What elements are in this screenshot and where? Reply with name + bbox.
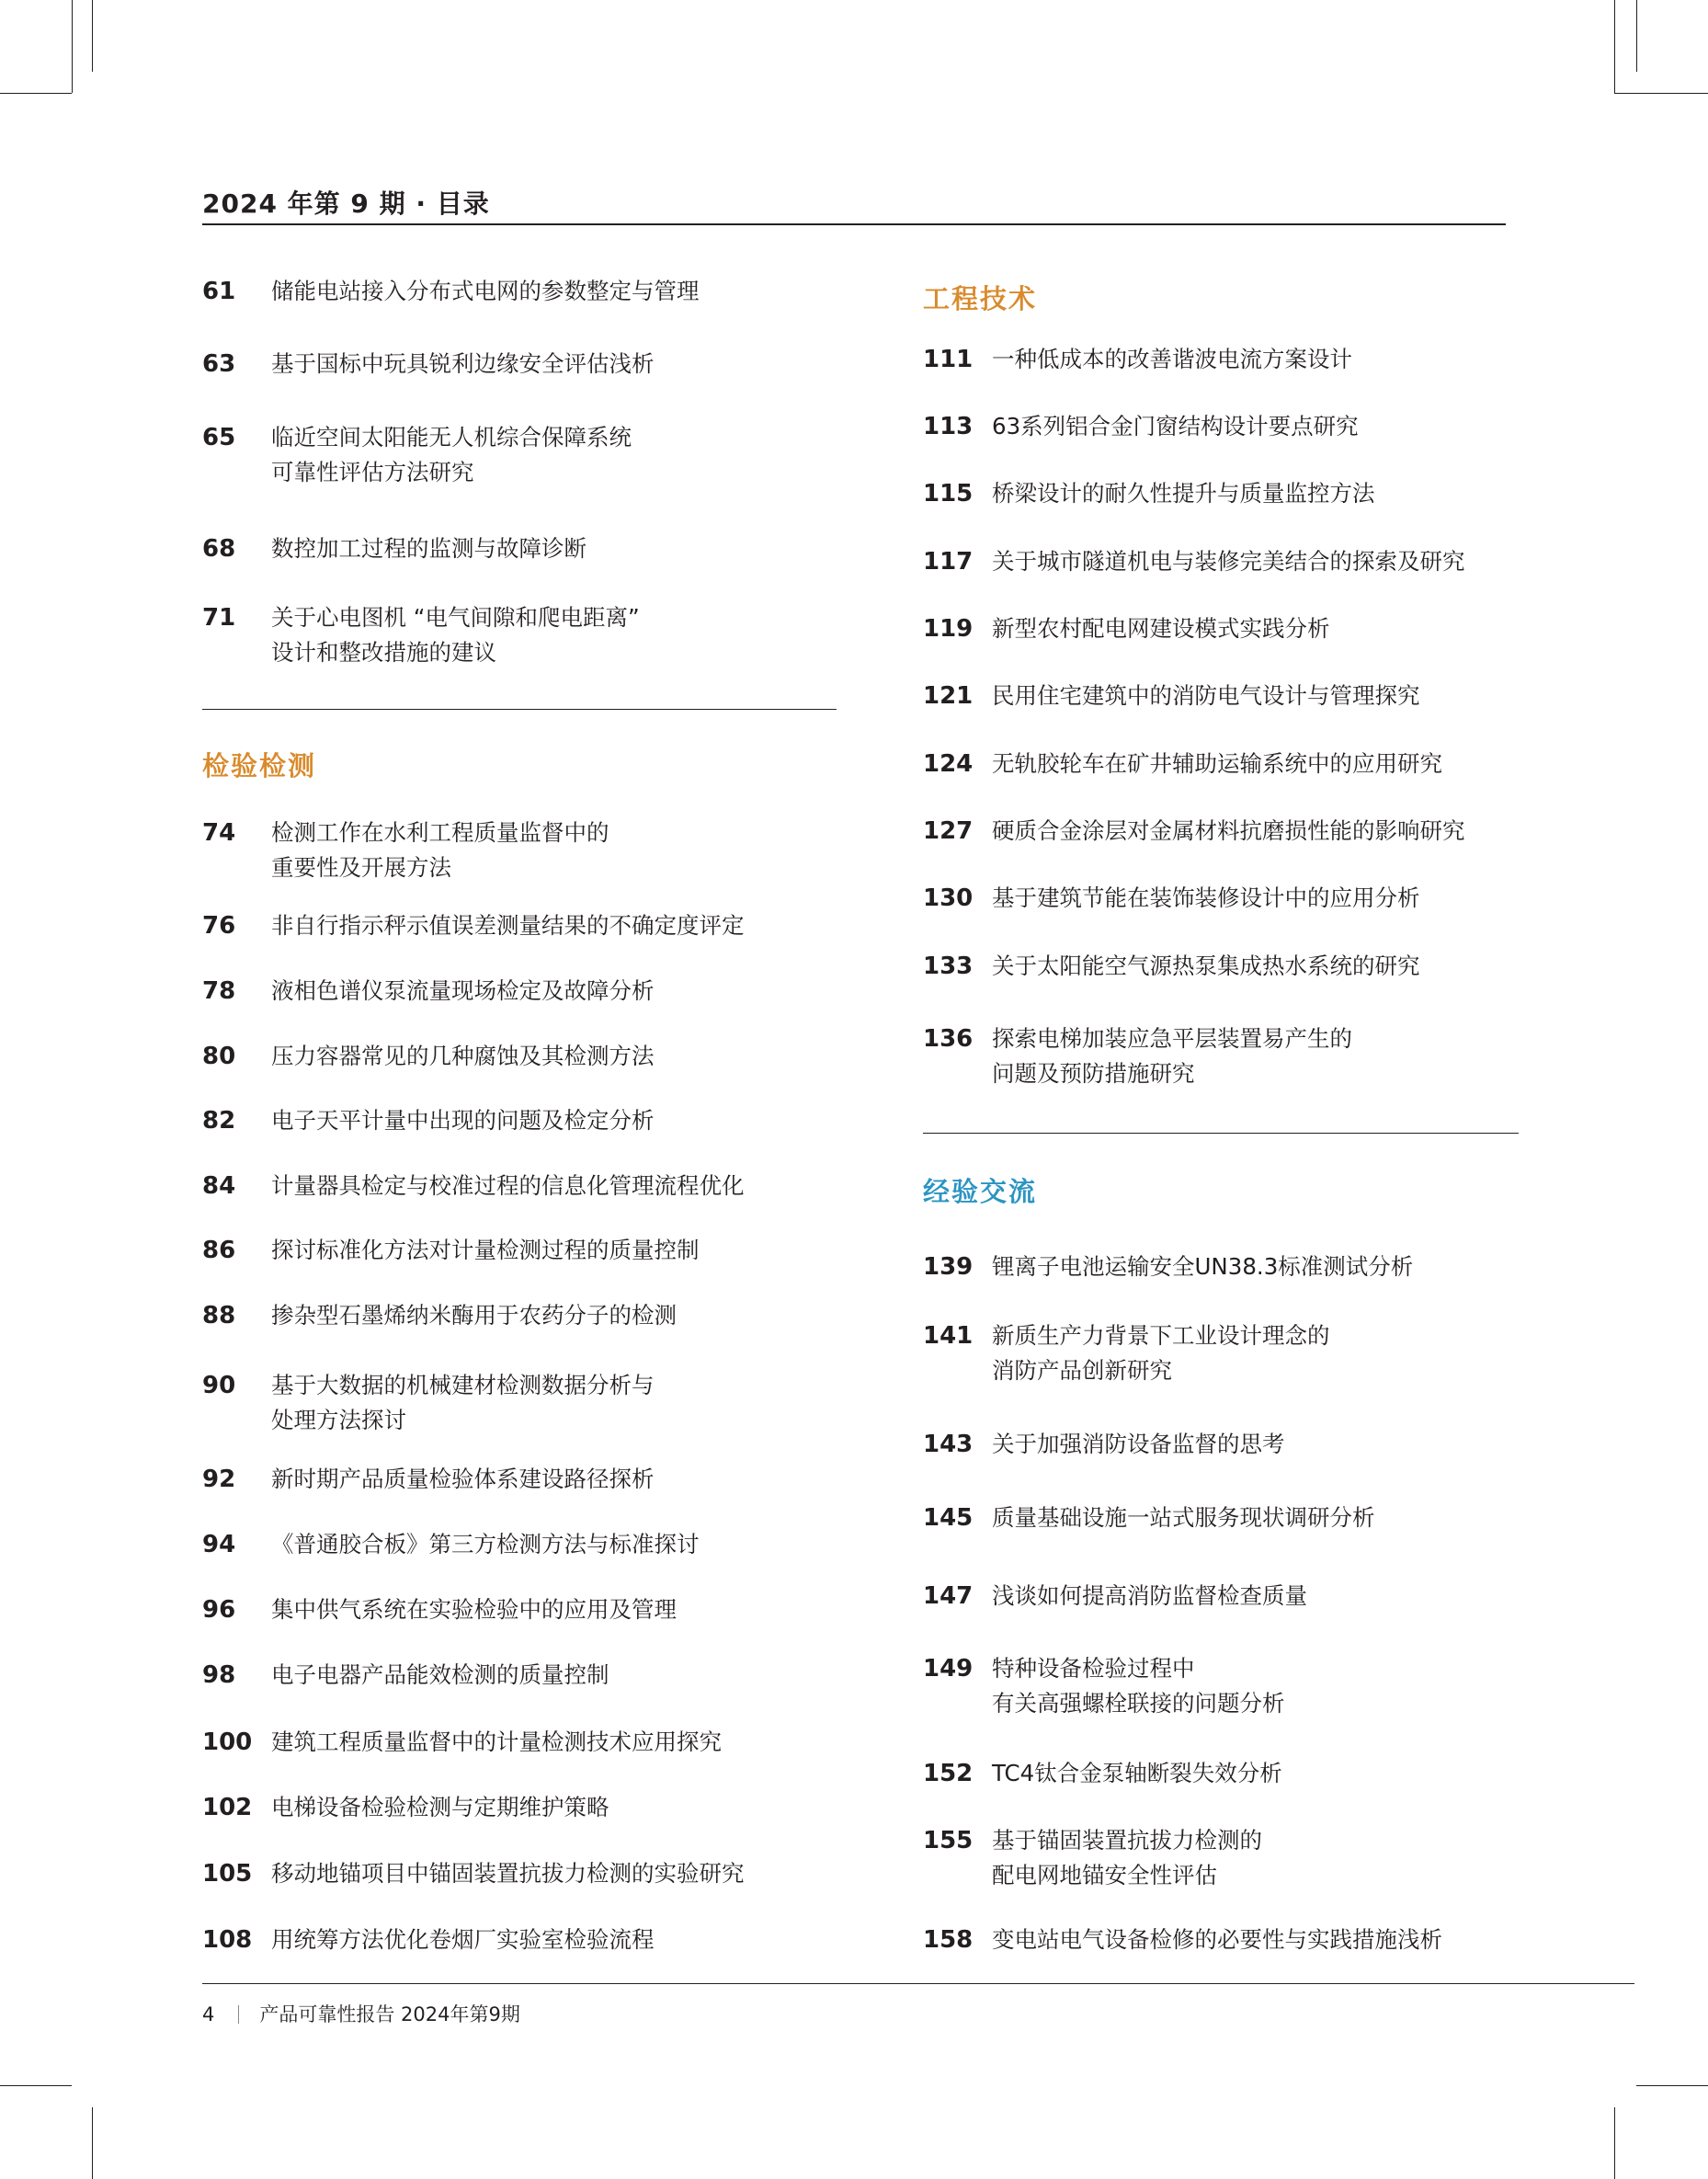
- entry-title-line: 桥梁设计的耐久性提升与质量监控方法: [992, 480, 1375, 507]
- entry-page-number: 136: [923, 1025, 974, 1053]
- entry-page-number: 111: [923, 346, 974, 373]
- entry-page-number: 86: [202, 1237, 236, 1264]
- crop-mark: [92, 0, 93, 72]
- entry-title-line: 一种低成本的改善谐波电流方案设计: [992, 346, 1352, 372]
- entry-page-number: 130: [923, 884, 974, 912]
- entry-page-number: 92: [202, 1466, 236, 1493]
- entry-page-number: 108: [202, 1926, 253, 1954]
- entry-title-line: 电子电器产品能效检测的质量控制: [271, 1661, 609, 1688]
- entry-page-number: 139: [923, 1253, 974, 1281]
- entry-page-number: 65: [202, 424, 236, 451]
- entry-page-number: 119: [923, 615, 974, 643]
- entry-title-line: 新时期产品质量检验体系建设路径探析: [271, 1466, 655, 1492]
- header-divider: [202, 223, 1506, 225]
- entry-page-number: 117: [923, 548, 974, 576]
- entry-title-line: 处理方法探讨: [271, 1407, 406, 1433]
- entry-title-line: 民用住宅建筑中的消防电气设计与管理探究: [992, 682, 1420, 709]
- entry-title-line: 63系列铝合金门窗结构设计要点研究: [992, 413, 1359, 439]
- entry-title-line: 临近空间太阳能无人机综合保障系统: [271, 424, 632, 451]
- page-title: 2024 年第 9 期 · 目录: [202, 188, 490, 219]
- entry-title-line: 非自行指示秤示值误差测量结果的不确定度评定: [271, 912, 745, 939]
- entry-page-number: 133: [923, 953, 974, 980]
- entry-title-line: 探讨标准化方法对计量检测过程的质量控制: [271, 1237, 700, 1263]
- footer-divider: [202, 1983, 1634, 1984]
- entry-title-line: 建筑工程质量监督中的计量检测技术应用探究: [271, 1728, 722, 1755]
- section-heading-inspection: 检验检测: [202, 750, 317, 781]
- crop-mark: [1614, 93, 1708, 94]
- entry-page-number: 61: [202, 278, 236, 305]
- section-divider: [202, 709, 837, 710]
- entry-page-number: 78: [202, 977, 236, 1005]
- entry-page-number: 115: [923, 480, 974, 508]
- entry-page-number: 141: [923, 1322, 974, 1350]
- entry-title-line: 锂离子电池运输安全UN38.3标准测试分析: [992, 1253, 1414, 1280]
- entry-title-line: 用统筹方法优化卷烟厂实验室检验流程: [271, 1926, 655, 1953]
- entry-title-line: 掺杂型石墨烯纳米酶用于农药分子的检测: [271, 1302, 677, 1329]
- entry-title-line: 可靠性评估方法研究: [271, 459, 474, 485]
- crop-mark: [1636, 0, 1637, 72]
- page-number: 4: [202, 2003, 215, 2025]
- entry-title-line: 储能电站接入分布式电网的参数整定与管理: [271, 278, 700, 304]
- entry-page-number: 100: [202, 1728, 253, 1756]
- entry-title-line: TC4钛合金泵轴断裂失效分析: [992, 1760, 1282, 1786]
- entry-title-line: 新型农村配电网建设模式实践分析: [992, 615, 1330, 642]
- entry-title-line: 消防产品创新研究: [992, 1357, 1172, 1384]
- entry-page-number: 98: [202, 1661, 236, 1689]
- entry-page-number: 121: [923, 682, 974, 710]
- entry-title-line: 探索电梯加装应急平层装置易产生的: [992, 1025, 1352, 1052]
- entry-title-line: 检测工作在水利工程质量监督中的: [271, 819, 609, 846]
- entry-title-line: 设计和整改措施的建议: [271, 639, 496, 666]
- entry-title-line: 电梯设备检验检测与定期维护策略: [271, 1794, 609, 1820]
- entry-page-number: 84: [202, 1172, 236, 1200]
- entry-title-line: 重要性及开展方法: [271, 854, 451, 881]
- entry-page-number: 88: [202, 1302, 236, 1329]
- entry-title-line: 关于心电图机 “电气间隙和爬电距离”: [271, 604, 640, 631]
- entry-title-line: 关于城市隧道机电与装修完美结合的探索及研究: [992, 548, 1465, 575]
- entry-title-line: 液相色谱仪泵流量现场检定及故障分析: [271, 977, 655, 1004]
- entry-page-number: 149: [923, 1655, 974, 1683]
- crop-mark: [1614, 0, 1615, 93]
- entry-page-number: 145: [923, 1504, 974, 1532]
- entry-page-number: 147: [923, 1582, 974, 1610]
- crop-mark: [92, 2107, 93, 2179]
- entry-title-line: 《普通胶合板》第三方检测方法与标准探讨: [271, 1531, 700, 1557]
- entry-page-number: 102: [202, 1794, 253, 1821]
- section-heading-engineering: 工程技术: [923, 283, 1038, 314]
- entry-page-number: 82: [202, 1107, 236, 1135]
- section-heading-experience: 经验交流: [923, 1176, 1038, 1207]
- entry-title-line: 新质生产力背景下工业设计理念的: [992, 1322, 1330, 1349]
- entry-title-line: 基于大数据的机械建材检测数据分析与: [271, 1372, 655, 1398]
- entry-page-number: 94: [202, 1531, 236, 1558]
- entry-page-number: 80: [202, 1043, 236, 1070]
- entry-title-line: 移动地锚项目中锚固装置抗拔力检测的实验研究: [271, 1860, 745, 1887]
- entry-title-line: 基于国标中玩具锐利边缘安全评估浅析: [271, 350, 655, 377]
- entry-title-line: 无轨胶轮车在矿井辅助运输系统中的应用研究: [992, 750, 1442, 777]
- entry-title-line: 关于太阳能空气源热泵集成热水系统的研究: [992, 953, 1420, 979]
- entry-title-line: 集中供气系统在实验检验中的应用及管理: [271, 1596, 677, 1623]
- entry-page-number: 124: [923, 750, 974, 778]
- entry-title-line: 基于建筑节能在装饰装修设计中的应用分析: [992, 884, 1420, 911]
- entry-title-line: 压力容器常见的几种腐蚀及其检测方法: [271, 1043, 655, 1069]
- entry-title-line: 数控加工过程的监测与故障诊断: [271, 535, 586, 562]
- entry-page-number: 96: [202, 1596, 236, 1624]
- entry-page-number: 68: [202, 535, 236, 563]
- entry-title-line: 变电站电气设备检修的必要性与实践措施浅析: [992, 1926, 1442, 1953]
- entry-page-number: 152: [923, 1760, 974, 1787]
- journal-name: 产品可靠性报告 2024年第9期: [259, 2003, 520, 2025]
- entry-title-line: 硬质合金涂层对金属材料抗磨损性能的影响研究: [992, 817, 1465, 844]
- entry-page-number: 71: [202, 604, 236, 632]
- entry-title-line: 配电网地锚安全性评估: [992, 1862, 1217, 1888]
- entry-page-number: 127: [923, 817, 974, 845]
- entry-page-number: 113: [923, 413, 974, 440]
- entry-title-line: 基于锚固装置抗拔力检测的: [992, 1827, 1262, 1854]
- crop-mark: [72, 0, 73, 93]
- entry-page-number: 158: [923, 1926, 974, 1954]
- entry-page-number: 155: [923, 1827, 974, 1854]
- entry-page-number: 74: [202, 819, 236, 847]
- crop-mark: [0, 2085, 72, 2086]
- entry-page-number: 90: [202, 1372, 236, 1399]
- footer: [202, 2001, 520, 2028]
- section-divider: [923, 1133, 1519, 1134]
- entry-title-line: 有关高强螺栓联接的问题分析: [992, 1690, 1285, 1717]
- footer-separator: [238, 2005, 239, 2024]
- entry-page-number: 143: [923, 1431, 974, 1458]
- entry-title-line: 电子天平计量中出现的问题及检定分析: [271, 1107, 655, 1134]
- entry-title-line: 计量器具检定与校准过程的信息化管理流程优化: [271, 1172, 745, 1199]
- entry-page-number: 76: [202, 912, 236, 940]
- entry-page-number: 105: [202, 1860, 253, 1888]
- entry-title-line: 质量基础设施一站式服务现状调研分析: [992, 1504, 1375, 1531]
- entry-title-line: 问题及预防措施研究: [992, 1060, 1195, 1087]
- crop-mark: [1636, 2085, 1708, 2086]
- entry-page-number: 63: [202, 350, 236, 378]
- entry-title-line: 关于加强消防设备监督的思考: [992, 1431, 1285, 1457]
- crop-mark: [1614, 2107, 1615, 2179]
- crop-mark: [0, 93, 72, 94]
- entry-title-line: 浅谈如何提高消防监督检查质量: [992, 1582, 1307, 1609]
- entry-title-line: 特种设备检验过程中: [992, 1655, 1195, 1682]
